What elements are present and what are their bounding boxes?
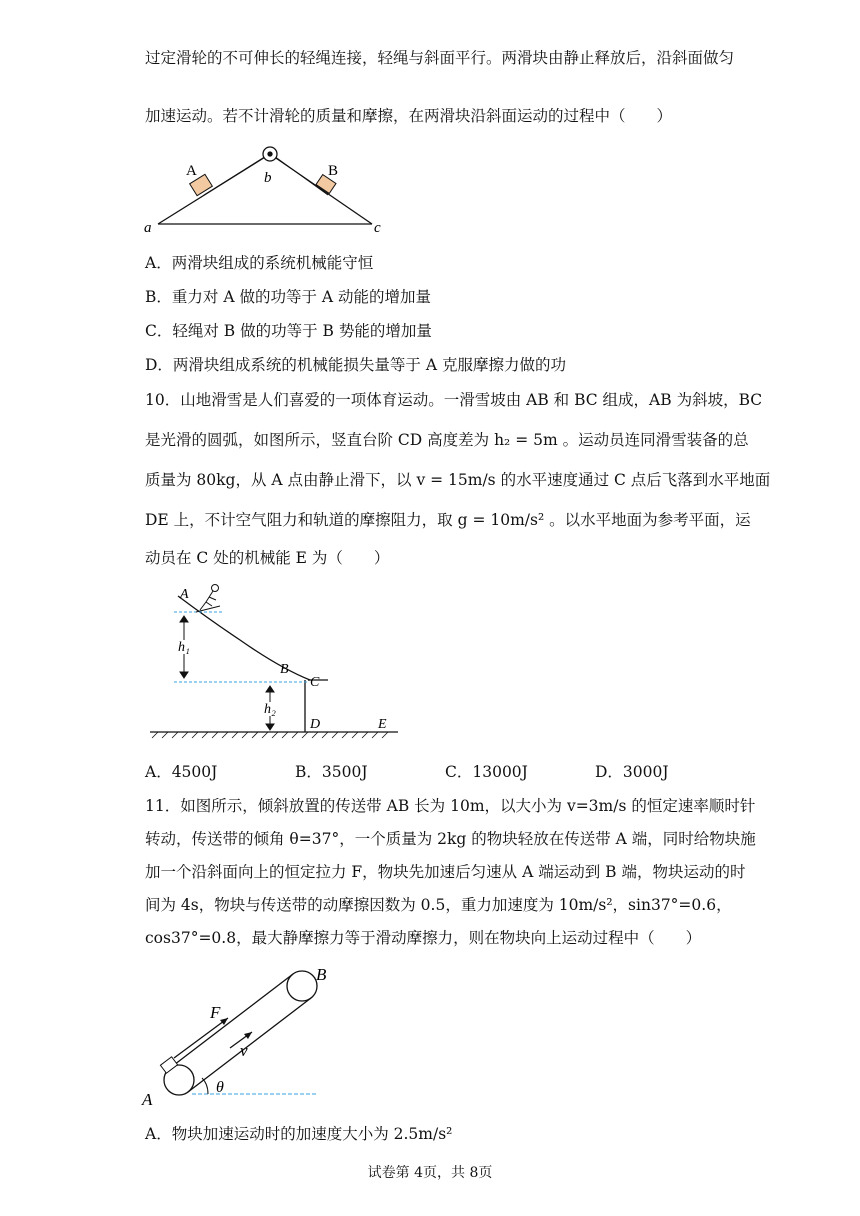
fig10-label-b: B [280,662,289,677]
q9-option-b: B．重力对 A 做的功等于 A 动能的增加量 [145,288,431,306]
q10-option-d: D．3000J [595,763,669,781]
block-on-belt [160,1057,177,1073]
q10-stem-line-2: 是光滑的圆弧，如图所示，竖直台阶 CD 高度差为 h₂ = 5m 。运动员连同滑雪装备的总 [145,431,749,449]
q9-stem-line-1: 过定滑轮的不可伸长的轻绳连接，轻绳与斜面平行。两滑块由静止释放后，沿斜面做匀 [145,49,735,67]
q11-conveyor-figure [140,960,340,1110]
q11-stem-line-1: 11．如图所示，倾斜放置的传送带 AB 长为 10m，以大小为 v=3m/s 的恒定速率顺时针 [145,797,756,815]
q9-incline-figure [140,140,390,240]
fig11-label-theta: θ [216,1079,224,1096]
q10-stem-line-5: 动员在 C 处的机械能 E 为（ ） [145,549,390,567]
fig9-label-b-block: B [328,163,339,179]
q11-stem-line-5: cos37°=0.8，最大静摩擦力等于滑动摩擦力，则在物块向上运动过程中（ ） [145,929,702,947]
q10-stem-line-4: DE 上，不计空气阻力和轨道的摩擦阻力，取 g = 10m/s² 。以水平地面为参考平面，运 [145,511,751,529]
q9-option-a: A．两滑块组成的系统机械能守恒 [145,254,374,272]
fig10-label-e: E [378,717,387,732]
q9-option-c: C．轻绳对 B 做的功等于 B 势能的增加量 [145,322,432,340]
q10-ski-slope-figure [140,580,410,745]
q10-stem-line-1: 10．山地滑雪是人们喜爱的一项体育运动。一滑雪坡由 AB 和 BC 组成，AB 为斜坡，BC [145,391,763,409]
fig9-label-c-point: c [374,220,381,236]
q10-stem-line-3: 质量为 80kg，从 A 点由静止滑下，以 v = 15m/s 的水平速度通过 C 点后飞落到水平地面 [145,471,771,489]
fig10-label-h1: h₁ [178,640,190,655]
fig11-label-f: F [210,1003,221,1022]
fig9-label-a-block: A [186,163,197,179]
q11-stem-line-3: 加一个沿斜面向上的恒定拉力 F，物块先加速后匀速从 A 端运动到 B 端，物块运动的时 [145,863,746,881]
q9-stem-line-2: 加速运动。若不计滑轮的质量和摩擦，在两滑块沿斜面运动的过程中（ ） [145,107,673,125]
q10-option-b: B．3500J [295,763,368,781]
fig10-label-c: C [310,675,320,690]
page-footer: 试卷第 4页，共 8页 [367,1165,493,1181]
q10-option-a: A．4500J [145,763,218,781]
q11-stem-line-4: 间为 4s，物块与传送带的动摩擦因数为 0.5，重力加速度为 10m/s²，sin37°=0.6， [145,896,732,914]
fig11-label-a: A [142,1090,153,1109]
fig10-label-h2: h₂ [264,702,276,717]
q10-option-c: C．13000J [445,763,528,781]
q11-option-a: A．物块加速运动时的加速度大小为 2.5m/s² [145,1125,453,1143]
skier-icon [196,585,220,613]
q9-option-d: D．两滑块组成系统的机械能损失量等于 A 克服摩擦力做的功 [145,356,566,374]
fig9-label-b-point: b [264,170,272,186]
fig10-label-a: A [180,587,189,602]
fig11-label-v: v [240,1041,248,1060]
fig11-label-b: B [316,965,327,984]
fig9-label-a-point: a [144,220,152,236]
fig10-label-d: D [310,717,321,732]
q11-stem-line-2: 转动，传送带的倾角 θ=37°，一个质量为 2kg 的物块轻放在传送带 A 端，同时给物块施 [145,830,756,848]
